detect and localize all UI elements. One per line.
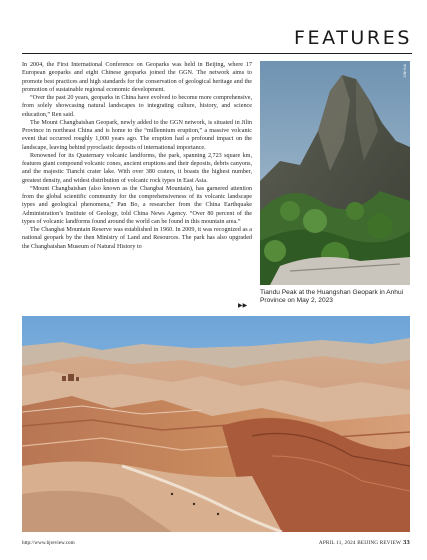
article-body (22, 61, 252, 311)
page-number: 33 (403, 539, 410, 546)
article-paragraph-5: “Mount Changbaishan (also known as the Changbai Mountain), has garnered attention from the global scientific community for the comprehensiveness of its volcanic landscape types and geological phenomena,” Pan Bo, a researcher from the China Earthquake Administration’s Institute of Geology, told China News Agency. “Over 80 percent of the types of volcanic landforms found around the world can be found in this mountain area.” (22, 185, 252, 225)
section-title: FEATURES (293, 27, 412, 49)
article-paragraph-2: “Over the past 20 years, geoparks in China have evolved to become more comprehensive, from solely showcasing natural landscapes to integrating culture, history, and science education,” Ren said. (22, 95, 252, 118)
footer-url: http://www.bjreview.com (22, 540, 75, 546)
mountain-peak-illustration (260, 61, 410, 285)
photo-danxia-landscape (22, 316, 410, 532)
article-paragraph-1: In 2004, the First International Conference on Geoparks was held in Beijing, where 17 European geoparks and eight Chinese geoparks joined the GGN. The network aims to promote best practices and high standards for the conservation of geological heritage and the promotion of sustainable regional economic development. (22, 62, 252, 93)
photo-tiandu-peak (260, 61, 410, 285)
article-paragraph-4: Renowned for its Quaternary volcanic landforms, the park, spanning 2,723 square km, features giant compound volcanic cones, ancient eruptions and their deposits, debris canyons, and the majestic Tianchi crater lake. With over 380 craters, it boasts the highest number, greatest density, and widest distribution of volcanic rock types in East Asia. (22, 152, 252, 184)
continued-marker-icon: ▶▶ (238, 302, 248, 309)
danxia-landform-illustration (22, 316, 410, 532)
article-paragraph-3: The Mount Changbaishan Geopark, newly added to the GGN network, is situated in Jilin Province in northeast China and is home to the “millennium eruption,” a massive volcanic event that occurred roughly 1,000 years ago. The eruption had a profound impact on the landscape, leaving behind pyroclastic deposits of international importance. (22, 119, 252, 151)
photo-credit-top: XINHUA (403, 64, 407, 78)
header-rule (22, 53, 412, 54)
footer-date: APRIL 11, 2024 BEIJING REVIEW (318, 540, 402, 546)
footer-issue (319, 539, 410, 546)
photo-caption-top: Tiandu Peak at the Huangshan Geopark in Anhui Province on May 2, 2023 (260, 289, 404, 304)
article-paragraph-6: The Changbai Mountain Reserve was established in 1960. In 2009, it was recognized as a national geopark by the then Ministry of Land and Resources. The park has also upgraded the Changbaishan Museum of Natural History to (22, 227, 252, 250)
